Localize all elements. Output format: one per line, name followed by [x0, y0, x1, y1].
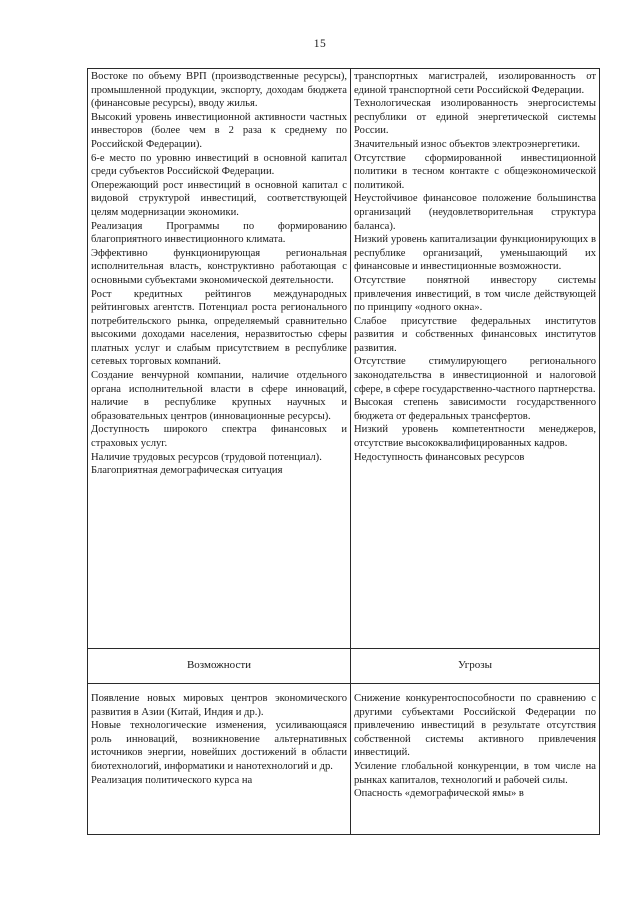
weakness-item: транспортных магистралей, изолированность от единой транспортной сети Российской Федерации. [354, 71, 596, 96]
swot-row-opportunities-threats [88, 684, 600, 835]
strength-item: Доступность широкого спектра финансовых и страховых услуг. [91, 424, 347, 450]
page-number: 15 [313, 38, 327, 50]
threats-cell [351, 684, 600, 835]
opportunity-item: Реализация политического курса на [91, 774, 253, 786]
weakness-item: Значительный износ объектов электроэнергетики. [354, 138, 581, 150]
strength-item: 6-е место по уровню инвестиций в основной капитал среди субъектов Российской Федерации. [91, 152, 347, 178]
strength-item: Реализация Программы по формированию благоприятного инвестиционного климата. [91, 220, 347, 246]
weakness-item: Низкий уровень капитализации функционирующих в республике организаций, уменьшающий их финансовые и инвестиционные возможности. [354, 234, 596, 273]
opportunities-header: Возможности [88, 649, 351, 684]
weakness-item: Неустойчивое финансовое положение большинства организаций (неудовлетворительная структура баланса). [354, 193, 596, 232]
weakness-item: Высокая степень зависимости государственного бюджета от федеральных трансфертов. [354, 397, 596, 422]
threats-header: Угрозы [351, 649, 600, 684]
strength-item: Опережающий рост инвестиций в основной капитал с видовой структурой инвестиций, соответствующей целям модернизации экономики. [91, 179, 347, 218]
weakness-item: Низкий уровень компетентности менеджеров, отсутствие высококвалифицированных кадров. [354, 424, 596, 450]
strength-item: Высокий уровень инвестиционной активности частных инвесторов (более чем в 2 раза к среднему по Российской Федерации). [91, 111, 347, 150]
weakness-item: Отсутствие понятной инвестору системы привлечения инвестиций, в том числе действующей по принципу «одного окна». [354, 274, 596, 314]
strength-item: Востоке по объему ВРП (производственные ресурсы), промышленной продукции, экспорту, доходам бюджета (финансовые ресурсы), вводу жилья. [91, 71, 347, 110]
opportunity-item: Появление новых мировых центров экономического развития в Азии (Китай, Индия и др.). [91, 693, 347, 718]
strength-item: Благоприятная демографическая ситуация [91, 465, 283, 477]
threat-item: Снижение конкурентоспособности по сравнению с другими субъектами Российской Федерации по привлечению инвестиций в результате отсутствия собственной системы активного привлечения инвестиций. [354, 693, 596, 759]
swot-table [87, 68, 600, 835]
threat-item: Опасность «демографической ямы» в [354, 788, 524, 800]
weakness-item: Слабое присутствие федеральных институтов развития и собственных финансовых институтов развития. [354, 315, 596, 354]
opportunities-cell [88, 684, 351, 835]
swot-header-row [88, 649, 600, 684]
swot-row-strengths-weaknesses [88, 69, 600, 649]
strength-item: Создание венчурной компании, наличие отдельного органа исполнительной власти в сфере инноваций, наличие в республике крупных научных и образовательных центров (инновационные ресурсы). [91, 370, 347, 422]
strength-item: Наличие трудовых ресурсов (трудовой потенциал). [91, 451, 322, 463]
weaknesses-cell [351, 69, 600, 649]
weakness-item: Недоступность финансовых ресурсов [354, 451, 525, 463]
weakness-item: Отсутствие стимулирующего регионального законодательства в инвестиционной и налоговой сфере, в сфере государственно-частного партнерства. [354, 356, 596, 395]
strengths-cell [88, 69, 351, 649]
weakness-item: Технологическая изолированность энергосистемы республики от единой энергетической системы России. [354, 98, 596, 137]
weakness-item: Отсутствие сформированной инвестиционной политики в тесном контакте с общеэкономической политикой. [354, 152, 596, 191]
strength-item: Рост кредитных рейтингов международных рейтинговых агентств. Потенциал роста регионального потребительского рынка, определяемый сравнительно высокими доходами населения, неразвитостью сферы платных услуг и слабым присутствием в республике сетевых торговых компаний. [91, 288, 347, 368]
threat-item: Усиление глобальной конкуренции, в том числе на рынках капиталов, технологий и рабочей силы. [354, 760, 596, 786]
opportunity-item: Новые технологические изменения, усиливающаяся роль инноваций, возникновение альтернативных источников энергии, новейших достижений в области биотехнологий, информатики и нанотехнологий и др. [91, 720, 347, 772]
strength-item: Эффективно функционирующая региональная исполнительная власть, конструктивно работающая с основными субъектами экономической деятельности. [91, 247, 347, 286]
